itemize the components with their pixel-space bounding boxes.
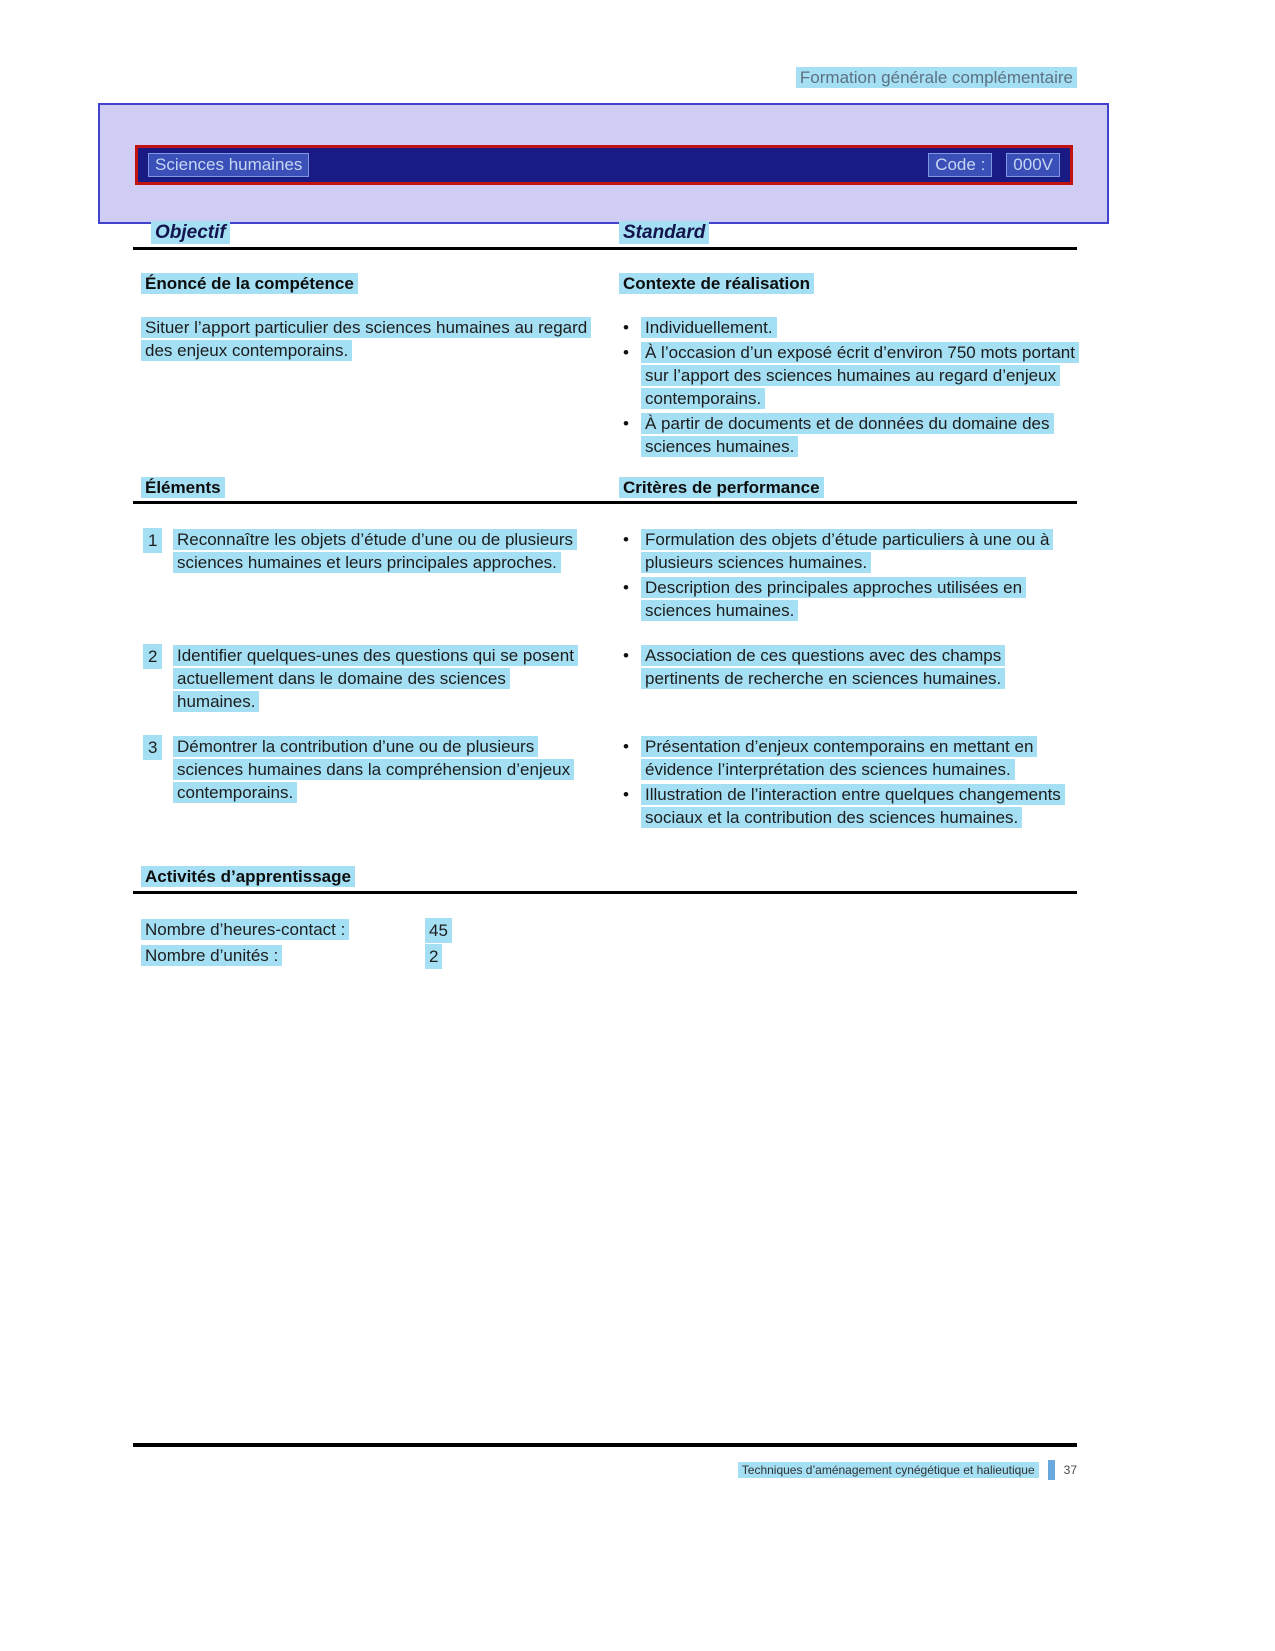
element-item [133, 735, 617, 831]
element-number: 1 [143, 528, 162, 553]
list-item [619, 783, 1077, 829]
list-item [619, 341, 1077, 410]
element-number: 2 [143, 644, 162, 669]
units-value: 2 [425, 944, 442, 969]
heading-elements: Éléments [141, 477, 225, 498]
bullet-icon: • [623, 318, 629, 337]
element-row-1 [133, 528, 1077, 624]
criterion-text: Association de ces questions avec des champs pertinents de recherche en sciences humaines. [641, 645, 1005, 689]
heading-enonce: Énoncé de la compétence [141, 273, 358, 294]
bullet-icon: • [623, 578, 629, 597]
divider-rule [133, 891, 1077, 894]
hours-label: Nombre d’heures-contact : [141, 919, 349, 940]
criterion-text: Présentation d’enjeux contemporains en mettant en évidence l’interprétation des sciences humaines. [641, 736, 1037, 780]
course-code [928, 153, 1060, 177]
contexte-bullets [617, 316, 1077, 460]
element-text: Démontrer la contribution d’une ou de plusieurs sciences humaines dans la compréhension d’enjeux contemporains. [173, 736, 574, 803]
contexte-bullet-text: À partir de documents et de données du domaine des sciences humaines. [641, 413, 1054, 457]
divider-rule [133, 247, 1077, 250]
course-title-bar [135, 145, 1073, 185]
bullet-icon: • [623, 646, 629, 665]
bullet-icon: • [623, 414, 629, 433]
heading-activites: Activités d’apprentissage [133, 867, 1077, 887]
competence-text: Situer l’apport particulier des sciences humaines au regard des enjeux contemporains. [141, 316, 593, 362]
column-standard: Standard [619, 221, 709, 244]
element-item [133, 644, 617, 713]
bullet-icon: • [623, 737, 629, 756]
units-row [133, 944, 1077, 969]
document-content [133, 222, 1077, 970]
page-number: 37 [1063, 1463, 1077, 1477]
contexte-bullet-text: Individuellement. [641, 317, 777, 338]
contexte-bullet-text: À l’occasion d’un exposé écrit d’environ 750 mots portant sur l’apport des sciences humaines au regard d’enjeux contemporains. [641, 342, 1079, 409]
hours-value: 45 [425, 918, 452, 943]
element-item [133, 528, 617, 624]
header-label: Formation générale complémentaire [796, 67, 1077, 88]
course-code-value: 000V [1006, 153, 1060, 177]
list-item [619, 644, 1077, 690]
section-headings-competence [133, 274, 1077, 294]
hours-row [133, 918, 1077, 943]
criterion-text: Formulation des objets d’étude particuliers à une ou à plusieurs sciences humaines. [641, 529, 1053, 573]
section-headings-elements [133, 478, 1077, 498]
list-item [619, 576, 1077, 622]
element-number: 3 [143, 735, 162, 760]
units-label: Nombre d’unités : [141, 945, 282, 966]
bullet-icon: • [623, 785, 629, 804]
element-row-2 [133, 644, 1077, 713]
heading-contexte: Contexte de réalisation [619, 273, 814, 294]
column-objectif: Objectif [151, 221, 230, 244]
course-title: Sciences humaines [148, 153, 309, 177]
element-row-3 [133, 735, 1077, 831]
page-header [133, 68, 1077, 88]
criterion-text: Description des principales approches utilisées en sciences humaines. [641, 577, 1026, 621]
footer-program: Techniques d’aménagement cynégétique et halieutique [738, 1462, 1039, 1478]
heading-criteres: Critères de performance [619, 477, 824, 498]
criteria-group [617, 735, 1077, 831]
course-title-box [98, 103, 1109, 224]
criterion-text: Illustration de l’interaction entre quelques changements sociaux et la contribution des sciences humaines. [641, 784, 1065, 828]
list-item [619, 412, 1077, 458]
element-text: Reconnaître les objets d’étude d’une ou de plusieurs sciences humaines et leurs principales approches. [173, 529, 577, 573]
list-item [619, 528, 1077, 574]
divider-rule [133, 501, 1077, 504]
footer-rule [133, 1443, 1077, 1447]
column-headers [133, 222, 1077, 244]
list-item [619, 316, 1077, 339]
bullet-icon: • [623, 343, 629, 362]
course-code-label: Code : [928, 153, 992, 177]
list-item [619, 735, 1077, 781]
competence-contexte-row [133, 316, 1077, 460]
element-text: Identifier quelques-unes des questions qui se posent actuellement dans le domaine des sciences humaines. [173, 645, 578, 712]
criteria-group [617, 528, 1077, 624]
bullet-icon: • [623, 530, 629, 549]
activites-rows [133, 918, 1077, 969]
page-footer [133, 1443, 1077, 1480]
footer-separator-bar [1048, 1460, 1055, 1480]
criteria-group [617, 644, 1077, 713]
